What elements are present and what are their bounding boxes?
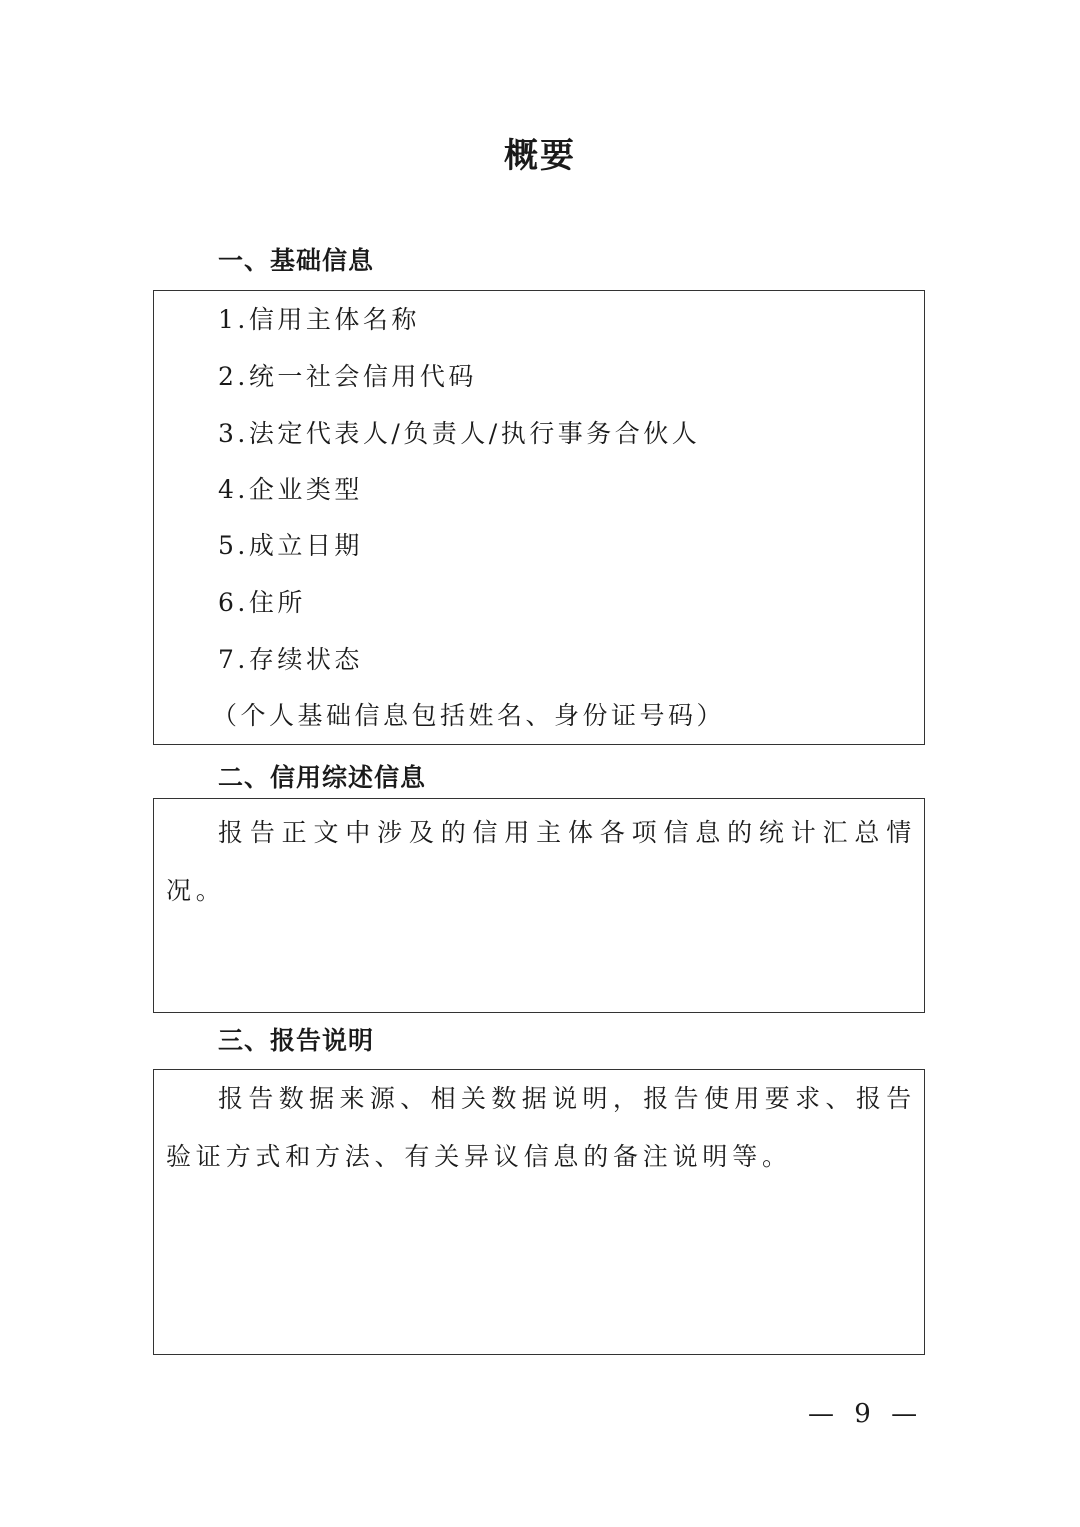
basic-info-note: （个人基础信息包括姓名、身份证号码） [212,701,726,730]
basic-info-item: 2.统一社会信用代码 [218,362,477,391]
section-heading-report-notes: 三、报告说明 [218,1026,375,1055]
basic-info-item: 4.企业类型 [218,475,363,504]
report-notes-text: 报告数据来源、相关数据说明，报告使用要求、报告验证方式和方法、有关异议信息的备注说明等。 [166,1084,916,1171]
page-number: — 9 — [808,1399,924,1429]
credit-summary-box [153,798,925,1013]
basic-info-box [153,290,925,745]
section-heading-basic-info: 一、基础信息 [218,246,375,275]
basic-info-item: 3.法定代表人/负责人/执行事务合伙人 [218,419,701,448]
basic-info-item: 6.住所 [218,588,306,617]
credit-summary-text: 报告正文中涉及的信用主体各项信息的统计汇总情况。 [166,818,916,905]
basic-info-item: 5.成立日期 [218,531,363,560]
basic-info-item: 7.存续状态 [218,645,363,674]
report-notes-box [153,1069,925,1355]
page-title: 概要 [504,136,576,176]
basic-info-item: 1.信用主体名称 [218,305,420,334]
section-heading-credit-summary: 二、信用综述信息 [218,763,427,792]
